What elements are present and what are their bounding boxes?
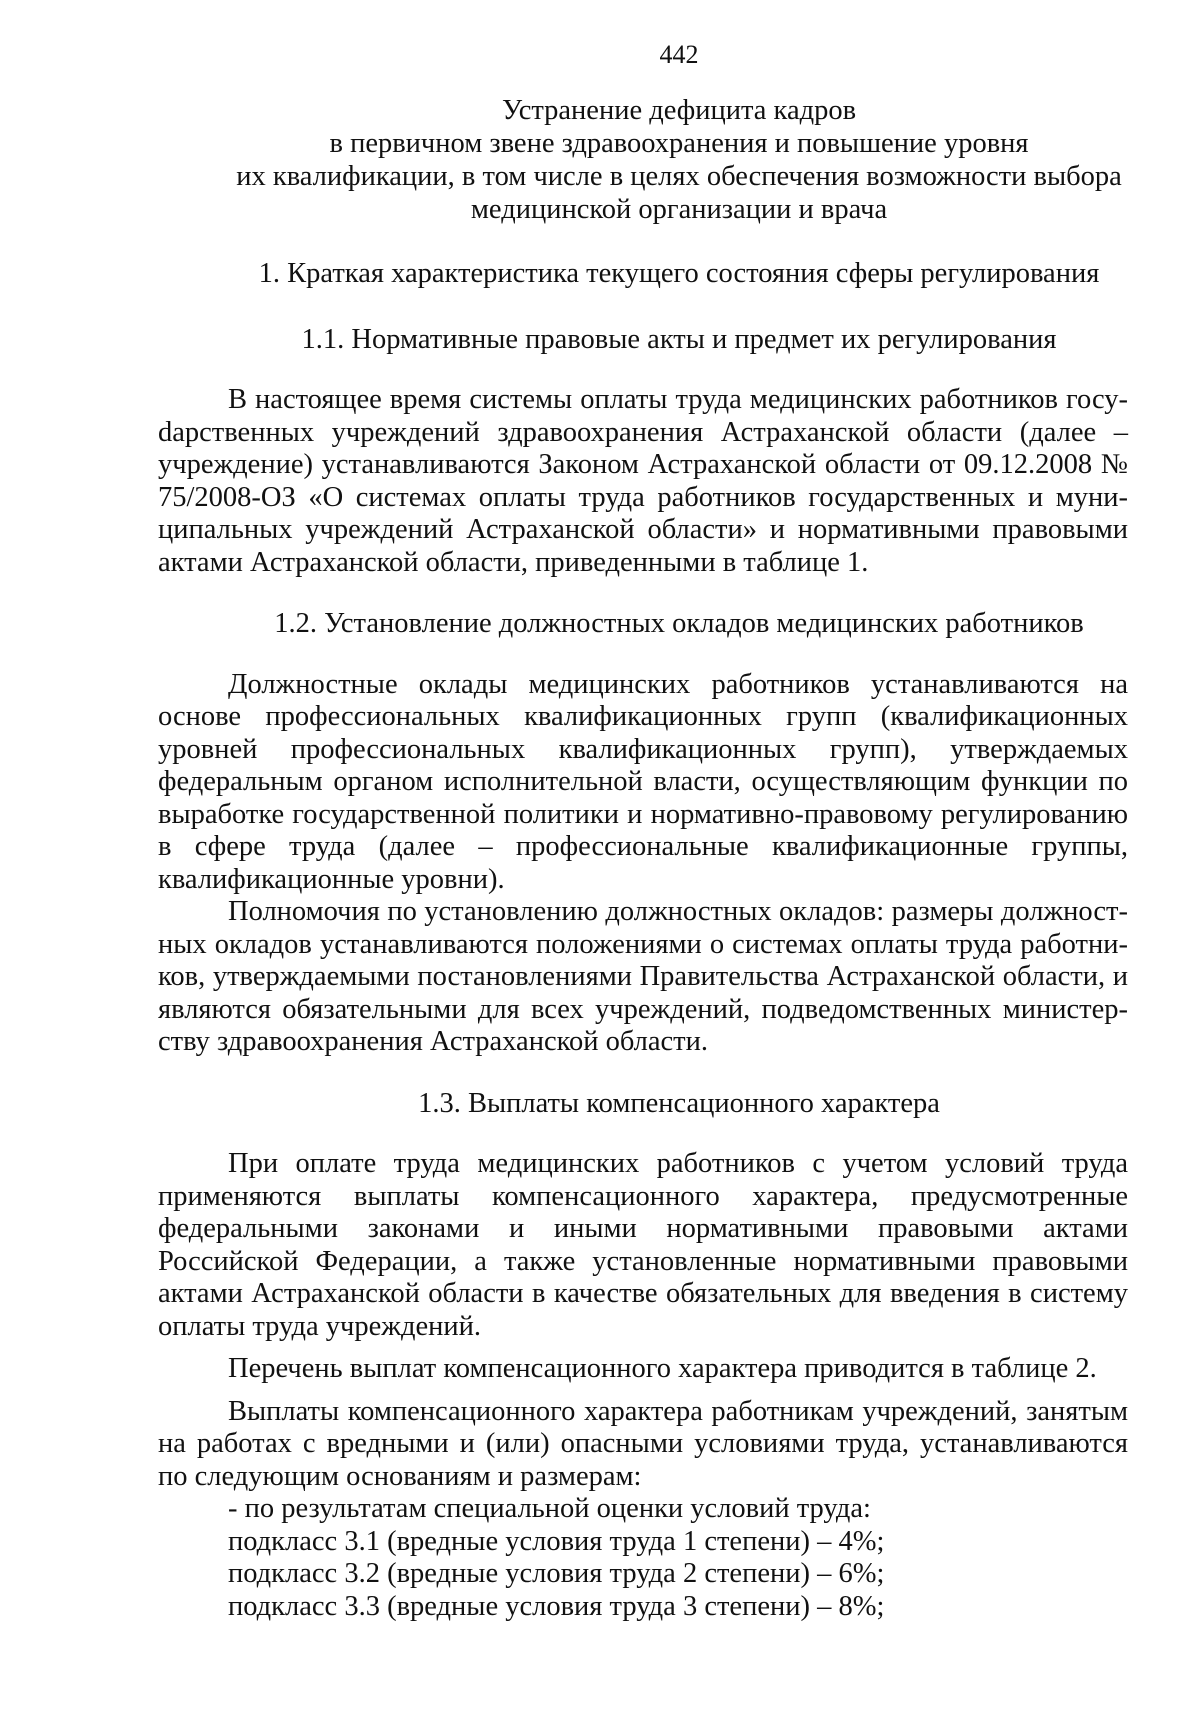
title-line: их квалификации, в том числе в целях обеспечения возможности выбора	[236, 161, 1122, 192]
section-1-2-paragraph: Должностные оклады медицинских работников устанавливаются на основе профессиональных квалификационных групп (квалификационных уровней профессиональных квалификационных групп), утверждаемых федеральным органом исполнительной власти, осуществляющим функции по выработке государственной политики и нормативно-правовому регулированию в сфере труда (далее – профессиональные квалификационные группы, квалификационные уровни).	[158, 668, 1128, 895]
section-1-heading: 1. Краткая характеристика текущего состояния сферы регулирования	[258, 258, 1100, 289]
title-line: медицинской организации и врача	[470, 194, 888, 225]
title-line: в первичном звене здравоохранения и повышение уровня	[329, 128, 1029, 159]
section-1-3-paragraph: Выплаты компенсационного характера работникам учреждений, занятым на работах с вредными и (или) опасными условиями труда, устанавливаются по следующим основаниям и размерам:	[158, 1395, 1128, 1492]
page-number: 442	[659, 40, 699, 69]
section-1-3-heading: 1.3. Выплаты компенсационного характера	[418, 1087, 940, 1119]
document-title	[230, 94, 1128, 226]
list-item: подкласс 3.2 (вредные условия труда 2 степени) – 6%;	[228, 1558, 885, 1589]
document-page	[158, 40, 1128, 1623]
title-line: Устранение дефицита кадров	[501, 95, 857, 126]
section-1-3-paragraph: При оплате труда медицинских работников с учетом условий труда применяются выплаты компенсационного характера, предусмотренные федеральными законами и иными нормативными правовыми актами Российской Федерации, а также установленные нормативными правовыми актами Астраханской области в качестве обязательных для введения в систему оплаты труда учреждений.	[158, 1148, 1128, 1342]
section-1-1-paragraph: В настоящее время системы оплаты труда медицинских работников госуdарственных учреждений здравоохранения Астраханской области (далее – учреждение) устанавливаются Законом Астраханской области от 09.12.2008 № 75/2008-ОЗ «О системах оплаты труда работников государственных и муниципальных учреждений Астраханской области» и нормативными правовыми актами Астраханской области, приведенными в таблице 1.	[158, 384, 1128, 578]
list-item: подкласс 3.1 (вредные условия труда 1 степени) – 4%;	[228, 1525, 885, 1557]
list-item: подкласс 3.3 (вредные условия труда 3 степени) – 8%;	[228, 1590, 885, 1622]
list-item: - по результатам специальной оценки условий труда:	[228, 1493, 871, 1524]
section-1-2-paragraph: Полномочия по установлению должностных окладов: размеры должностных окладов устанавливаются положениями о системах оплаты труда работников, утверждаемыми постановлениями Правительства Астраханской области, и являются обязательными для всех учреждений, подведомственных министерству здравоохранения Астраханской области.	[158, 896, 1128, 1057]
section-1-1-heading: 1.1. Нормативные правовые акты и предмет их регулирования	[301, 323, 1057, 355]
section-1-3-paragraph: Перечень выплат компенсационного характера приводится в таблице 2.	[228, 1353, 1097, 1384]
section-1-2-heading: 1.2. Установление должностных окладов медицинских работников	[274, 608, 1084, 639]
compensation-list	[158, 1493, 1128, 1623]
